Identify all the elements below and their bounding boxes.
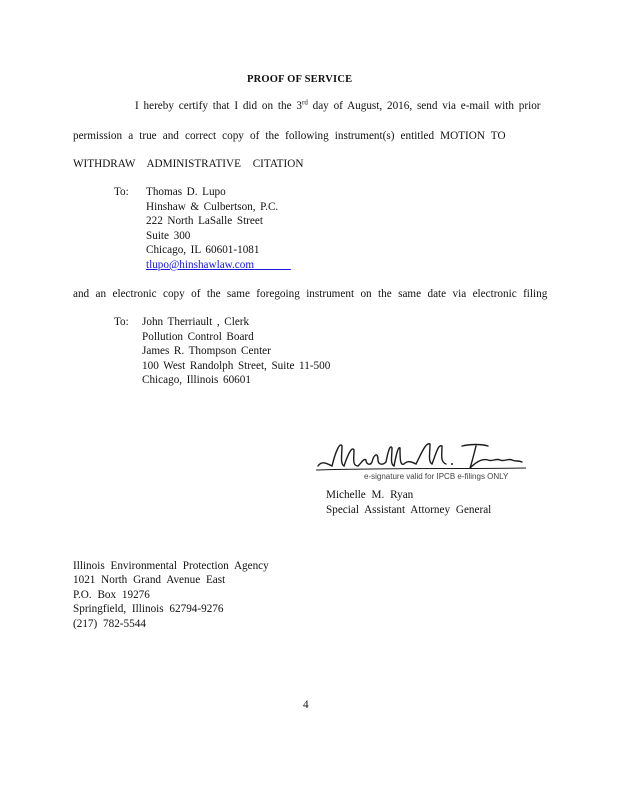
recipient-1-line: Thomas D. Lupo: [146, 186, 226, 198]
electronic-filing-line: and an electronic copy of the same foregoing instrument on the same date via electronic filing: [73, 288, 548, 300]
certify-text-pre: I hereby certify that I did on the 3: [135, 100, 302, 112]
recipient-1-email-link[interactable]: tlupo@hinshawlaw.com: [146, 258, 255, 271]
to-label-1: To:: [114, 186, 129, 198]
agency-line: 1021 North Grand Avenue East: [73, 574, 226, 587]
recipient-1-line: Hinshaw & Culbertson, P.C.: [146, 200, 279, 213]
recipient-2-line: John Therriault , Clerk: [142, 316, 250, 328]
signature-note: e-signature valid for IPCB e-filings ONLY: [364, 472, 509, 481]
recipient-1-email-row: [146, 258, 291, 273]
page-number: 4: [303, 699, 309, 711]
certify-line: [135, 99, 541, 113]
to-label-2: To:: [114, 316, 129, 328]
agency-line: P.O. Box 19276: [73, 588, 150, 601]
agency-line: Springfield, Illinois 62794-9276: [73, 603, 224, 616]
signer-name: Michelle M. Ryan: [326, 489, 414, 501]
signer-role: Special Assistant Attorney General: [326, 503, 492, 516]
recipient-2-address: [142, 315, 330, 388]
recipient-1-line: 222 North LaSalle Street: [146, 215, 263, 228]
certify-text-post: day of August, 2016, send via e-mail with prior: [307, 100, 541, 112]
agency-address: [73, 559, 269, 631]
permission-line: permission a true and correct copy of the following instrument(s) entitled MOTION TO: [73, 130, 506, 142]
agency-line: (217) 782-5544: [73, 617, 146, 630]
signer-block: [326, 488, 491, 517]
instrument-title-line: WITHDRAW ADMINISTRATIVE CITATION: [73, 158, 304, 170]
signature-block: [312, 436, 532, 486]
recipient-2-line: 100 West Randolph Street, Suite 11-500: [142, 359, 331, 372]
document-title: PROOF OF SERVICE: [247, 74, 353, 85]
agency-line: Illinois Environmental Protection Agency: [73, 560, 269, 572]
recipient-2-line: James R. Thompson Center: [142, 345, 271, 358]
certify-superscript: rd: [301, 98, 308, 107]
recipient-1-address: [146, 185, 291, 273]
recipient-2-line: Chicago, Illinois 60601: [142, 374, 251, 387]
recipient-1-line: Chicago, IL 60601-1081: [146, 244, 260, 257]
recipient-2-line: Pollution Control Board: [142, 330, 254, 343]
recipient-1-line: Suite 300: [146, 229, 191, 242]
